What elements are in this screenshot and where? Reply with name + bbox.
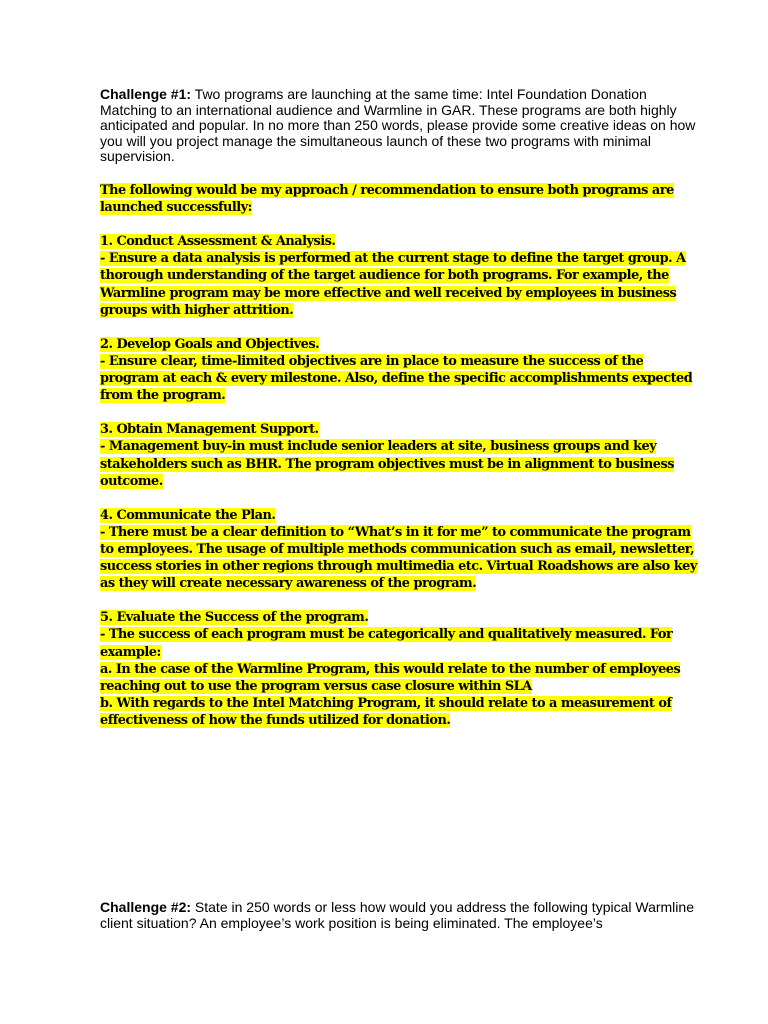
step-3-heading: 3. Obtain Management Support.: [100, 422, 319, 438]
answer-intro: The following would be my approach / recommendation to ensure both programs are launched successfully:: [100, 183, 674, 216]
challenge-2-text: State in 250 words or less how would you address the following typical Warmline client situation? An employee’s work position is being eliminated. The employee’s: [100, 899, 694, 931]
step-3-body: - Management buy-in must include senior leaders at site, business groups and key stakeholders such as BHR. The program objectives must be in alignment to business outcome.: [100, 439, 674, 489]
challenge-1-label: Challenge #1:: [100, 86, 192, 102]
challenge-1-answer: [100, 182, 700, 729]
challenge-1-text: Two programs are launching at the same time: Intel Foundation Donation Matching to an international audience and Warmline in GAR. These programs are both highly anticipated and popular. In no more than 250 words, please provide some creative ideas on how you will you project manage the simultaneous launch of these two programs with minimal supervision.: [100, 86, 696, 165]
step-2-heading: 2. Develop Goals and Objectives.: [100, 336, 320, 352]
step-5-body: - The success of each program must be categorically and qualitatively measured. For example:: [100, 627, 673, 660]
challenge-2-prompt: [100, 900, 700, 931]
step-1-heading: 1. Conduct Assessment & Analysis.: [100, 234, 336, 250]
step-5-heading: 5. Evaluate the Success of the program.: [100, 610, 369, 626]
step-4-body: - There must be a clear definition to “What’s in it for me” to communicate the program to employees. The usage of multiple methods communication such as email, newsletter, success stories in other regions through multimedia etc. Virtual Roadshows are also key as they will create necessary awareness of the program.: [100, 524, 697, 592]
step-1-body: - Ensure a data analysis is performed at the current stage to define the target group. A thorough understanding of the target audience for both programs. For example, the Warmline program may be more effective and well received by employees in business groups with higher attrition.: [100, 251, 686, 318]
step-5-item-a: a. In the case of the Warmline Program, this would relate to the number of employees reaching out to use the program versus case closure within SLA: [100, 661, 681, 694]
challenge-1-prompt: [100, 87, 700, 165]
challenge-2-label: Challenge #2:: [100, 899, 192, 915]
step-4-heading: 4. Communicate the Plan.: [100, 507, 276, 523]
step-5-item-b: b. With regards to the Intel Matching Program, it should relate to a measurement of effectiveness of how the funds utilized for donation.: [100, 695, 672, 728]
step-2-body: - Ensure clear, time-limited objectives are in place to measure the success of the program at each & every milestone. Also, define the specific accomplishments expected from the program.: [100, 353, 693, 404]
